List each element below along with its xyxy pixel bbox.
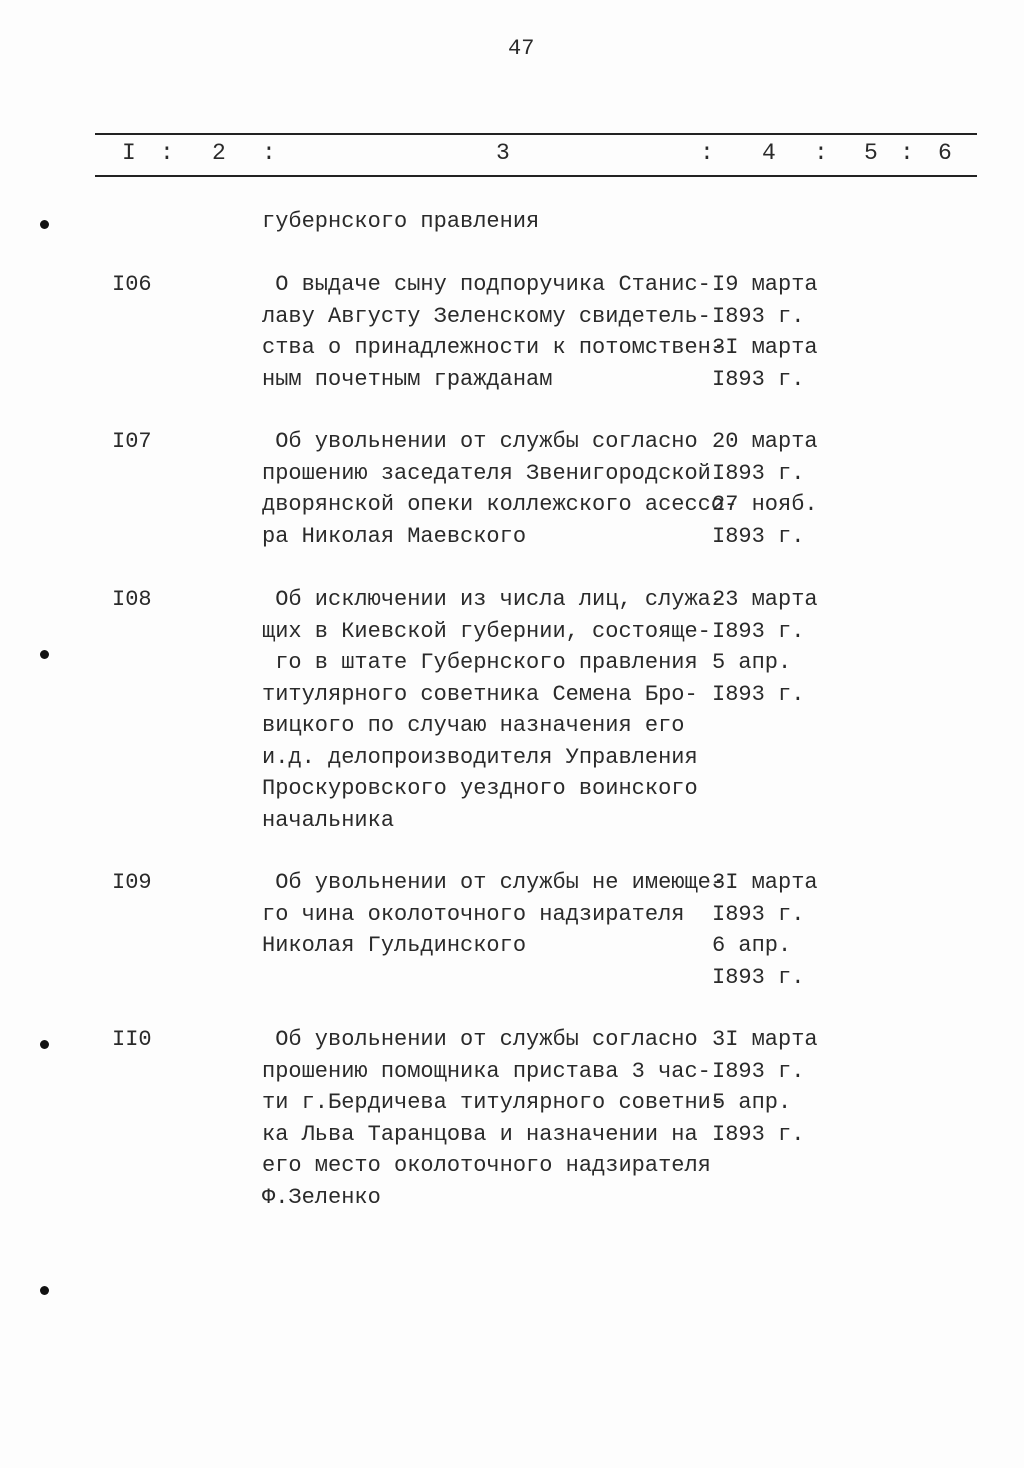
column-header-3: 3 bbox=[496, 140, 510, 166]
entry-text-line: Николая Гульдинского bbox=[262, 933, 527, 958]
entry-text-line: ка Льва Таранцова и назначении на bbox=[262, 1121, 698, 1147]
entry-text-line: щих в Киевской губернии, состояще- bbox=[262, 618, 711, 644]
column-separator: : bbox=[900, 140, 914, 166]
entry-text-line: ным почетным гражданам bbox=[262, 366, 553, 392]
entry-number: II0 bbox=[112, 1027, 152, 1052]
entry-date-line: I893 г. bbox=[712, 964, 805, 990]
entry-date-line: I893 г. bbox=[712, 901, 805, 927]
entry-date-line: 27 нояб. bbox=[712, 492, 818, 517]
entry-date-line: I893 г. bbox=[712, 523, 805, 549]
column-separator: : bbox=[160, 140, 174, 166]
entry-text-line: лаву Августу Зеленскому свидетель- bbox=[262, 303, 711, 329]
entry-text-line: Об увольнении от службы согласно bbox=[262, 1027, 698, 1052]
entry-text-line: Ф.Зеленко bbox=[262, 1184, 381, 1210]
column-separator: : bbox=[262, 140, 276, 166]
entry-date-line: 3I марта bbox=[712, 870, 818, 895]
column-separator: : bbox=[814, 140, 828, 166]
entry-date-line: I893 г. bbox=[712, 366, 805, 392]
column-header-4: 4 bbox=[762, 140, 776, 166]
entry-date-line: I893 г. bbox=[712, 1121, 805, 1147]
entry-date-line: I893 г. bbox=[712, 303, 805, 329]
column-header-5: 5 bbox=[864, 140, 878, 166]
entry-date-line: I893 г. bbox=[712, 460, 805, 486]
column-header-6: 6 bbox=[938, 140, 952, 166]
entry-date-line: 6 апр. bbox=[712, 933, 792, 958]
entry-number: I06 bbox=[112, 272, 152, 297]
entry-date-line: I893 г. bbox=[712, 1058, 805, 1084]
column-separator: : bbox=[700, 140, 714, 166]
entry-number: I09 bbox=[112, 870, 152, 895]
continuation-text: губернского правления bbox=[262, 209, 540, 234]
entry-text-line: и.д. делопроизводителя Управления bbox=[262, 744, 698, 770]
entry-text-line: го чина околоточного надзирателя bbox=[262, 901, 685, 927]
entry-text-line: его место околоточного надзирателя bbox=[262, 1153, 711, 1178]
entry-text-line: Проскуровского уездного воинского bbox=[262, 776, 698, 801]
punch-hole bbox=[40, 1286, 49, 1295]
column-header-2: 2 bbox=[212, 140, 226, 166]
entry-text-line: вицкого по случаю назначения его bbox=[262, 713, 685, 738]
entry-date-line: I893 г. bbox=[712, 681, 805, 707]
punch-hole bbox=[40, 650, 49, 659]
entry-text-line: прошению помощника пристава 3 час- bbox=[262, 1058, 711, 1084]
entry-text-line: го в штате Губернского правления bbox=[262, 650, 698, 675]
entry-text-line: ства о принадлежности к потомствен- bbox=[262, 335, 725, 360]
entry-date-line: I9 марта bbox=[712, 272, 818, 297]
punch-hole bbox=[40, 1040, 49, 1049]
entry-number: I08 bbox=[112, 587, 152, 612]
entry-number: I07 bbox=[112, 429, 152, 454]
entry-text-line: Об увольнении от службы согласно bbox=[262, 429, 698, 454]
entry-text-line: О выдаче сыну подпоручика Станис- bbox=[262, 272, 711, 297]
entry-text-line: Об увольнении от службы не имеюще- bbox=[262, 870, 725, 895]
header-bottom-rule bbox=[95, 175, 977, 177]
entry-date-line: 23 марта bbox=[712, 587, 818, 612]
entry-text-line: прошению заседателя Звенигородской bbox=[262, 460, 711, 486]
entry-text-line: дворянской опеки коллежского асессо- bbox=[262, 492, 738, 517]
entry-date-line: 20 марта bbox=[712, 429, 818, 454]
column-header-1: I bbox=[122, 140, 136, 166]
entry-text-line: ра Николая Маевского bbox=[262, 523, 527, 549]
entry-date-line: 5 апр. bbox=[712, 1090, 792, 1115]
entry-text-line: ти г.Бердичева титулярного советни- bbox=[262, 1090, 725, 1115]
header-top-rule bbox=[95, 133, 977, 135]
entry-date-line: I893 г. bbox=[712, 618, 805, 644]
page-number: 47 bbox=[508, 36, 535, 61]
entry-date-line: 5 апр. bbox=[712, 650, 792, 675]
entry-date-line: 3I марта bbox=[712, 335, 818, 360]
entry-text-line: титулярного советника Семена Бро- bbox=[262, 681, 698, 707]
entry-date-line: 3I марта bbox=[712, 1027, 818, 1052]
entry-text-line: начальника bbox=[262, 807, 395, 833]
entry-text-line: Об исключении из числа лиц, служа- bbox=[262, 587, 725, 612]
punch-hole bbox=[40, 220, 49, 229]
